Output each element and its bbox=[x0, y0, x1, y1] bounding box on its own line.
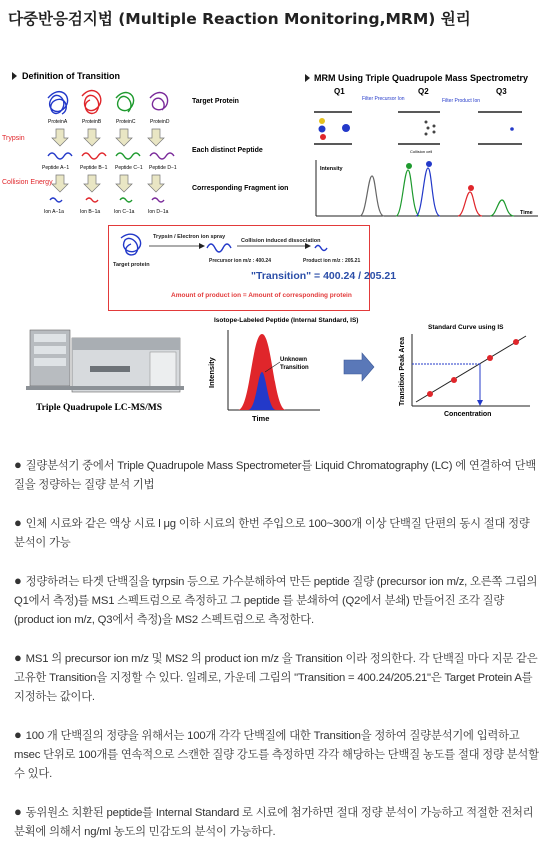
page-title: 다중반응검지법 (Multiple Reaction Monitoring,MRM) 원리 bbox=[8, 10, 471, 28]
collision-cell-label: Collision cell bbox=[410, 149, 433, 154]
list-item: ● MS1 의 precursor ion m/z 및 MS2 의 product ion m/z 을 Transition 이라 정의한다. 각 단백질 마다 지문 같은 고유한 Transition을 지정할 수 있다. 일례로, 가운데 그림의 "Transition = 400.24/205.21"은 Target Protein A를 지정하는 값이다. bbox=[14, 650, 538, 703]
row-label-target-protein: Target Protein bbox=[192, 98, 239, 105]
protein-b-icon bbox=[82, 91, 101, 114]
down-arrow-icon bbox=[148, 129, 164, 146]
protein-b-label: ProteinB bbox=[82, 119, 102, 125]
definition-heading: Definition of Transition bbox=[22, 71, 120, 81]
fragment-dot bbox=[425, 133, 428, 136]
peptide-d-label: Peptide D−1 bbox=[149, 165, 177, 171]
ion-dot bbox=[319, 126, 326, 133]
mrm-heading: MRM Using Triple Quadrupole Mass Spectrometry bbox=[314, 73, 529, 83]
peptide-b-label: Peptide B−1 bbox=[80, 165, 108, 171]
enzyme-label: Trypsin / Electron ion spray bbox=[153, 234, 226, 240]
down-arrow-icon bbox=[84, 175, 100, 192]
protein-c-icon bbox=[116, 93, 134, 112]
product-label: Product ion m/z : 205.21 bbox=[303, 258, 361, 264]
filter-precursor-label: Filter Precursor Ion bbox=[362, 96, 405, 102]
peptide-b-icon bbox=[82, 153, 106, 159]
down-arrow-icon bbox=[116, 175, 132, 192]
down-arrow-icon bbox=[116, 129, 132, 146]
ion-dot bbox=[320, 134, 326, 140]
row-label-fragment: Corresponding Fragment ion bbox=[192, 185, 289, 192]
fragment-c-icon bbox=[120, 198, 132, 202]
bullet-dot-icon: ● bbox=[14, 515, 22, 530]
chromatogram-y-label: Intensity bbox=[320, 166, 343, 172]
peptide-icon bbox=[207, 244, 231, 252]
ion-c-label: Ion C−1a bbox=[114, 209, 135, 215]
unknown-label-1: Unknown bbox=[280, 357, 307, 363]
ion-b-label: Ion B−1a bbox=[80, 209, 101, 215]
fragment-dot bbox=[427, 127, 430, 130]
curve-x-label: Concentration bbox=[444, 411, 492, 418]
product-dot bbox=[510, 127, 514, 131]
target-protein-label: Target protein bbox=[113, 262, 150, 268]
q3-label: Q3 bbox=[496, 87, 507, 96]
instrument-label: Triple Quadrupole LC-MS/MS bbox=[36, 403, 162, 413]
q1-label: Q1 bbox=[334, 87, 345, 96]
target-protein-icon bbox=[121, 234, 141, 255]
list-item: ● 정량하려는 타겟 단백질을 tyrpsin 등으로 가수분해하여 만든 peptide 질량 (precursor ion m/z, 오른쪽 그림의 Q1에서 측정)를 MS1 스펙트럼으로 측정하고 그 peptide 를 분쇄하여 (Q2에서 분쇄) 만들어진 조각 질량 (product ion m/z, Q3에서 측정)을 MS2 스펙트럼으로 측정한다. bbox=[14, 573, 538, 626]
peptide-d-icon bbox=[150, 153, 174, 159]
bullet-dot-icon: ● bbox=[14, 650, 22, 665]
filter-product-label: Filter Product Ion bbox=[442, 98, 481, 104]
curve-heading: Standard Curve using IS bbox=[428, 324, 504, 331]
cid-label: Collision induced dissociation bbox=[241, 238, 321, 244]
trypsin-label: Trypsin bbox=[2, 135, 25, 142]
is-peak-plot bbox=[207, 330, 320, 423]
chromatogram-x-label: Time bbox=[520, 210, 533, 216]
peak-y-label: Intensity bbox=[207, 357, 216, 388]
peptide-a-icon bbox=[48, 153, 72, 159]
row-label-peptide: Each distinct Peptide bbox=[192, 147, 263, 154]
protein-a-icon bbox=[48, 92, 68, 114]
amount-note: Amount of product ion = Amount of corresponding protein bbox=[171, 292, 352, 299]
peptide-c-icon bbox=[116, 153, 140, 159]
curve-y-label: Transition Peak Area bbox=[399, 337, 406, 406]
collision-energy-label: Collision Energy bbox=[2, 179, 53, 186]
bullet-dot-icon: ● bbox=[14, 804, 22, 819]
peak-x-label: Time bbox=[252, 414, 270, 423]
down-arrow-icon bbox=[52, 129, 68, 146]
list-item: ● 동위원소 치환된 peptide를 Internal Standard 로 시료에 첨가하면 절대 정량 분석이 가능하고 적절한 전처리 분획에 의해서 ng/ml 농도의 민감도의 분석이 가능하다. bbox=[14, 804, 534, 838]
fragment-dot bbox=[433, 131, 436, 134]
list-item: ● 인체 시료와 같은 액상 시료 l μg 이하 시료의 한번 주입으로 100~300개 이상 단백질 단편의 동시 절대 정량 분석이 가능 bbox=[14, 515, 530, 549]
fragment-d-icon bbox=[152, 198, 164, 202]
down-arrow-icon bbox=[52, 175, 68, 192]
unknown-label-2: Transition bbox=[280, 365, 309, 371]
q2-label: Q2 bbox=[418, 87, 429, 96]
right-arrow-icon bbox=[344, 353, 374, 381]
ion-a-label: Ion A−1a bbox=[44, 209, 64, 215]
peptide-a-label: Peptide A−1 bbox=[42, 165, 70, 171]
fragment-icon bbox=[315, 246, 327, 251]
fragment-a-icon bbox=[50, 198, 62, 202]
fragment-dot bbox=[433, 125, 436, 128]
protein-d-icon bbox=[150, 93, 168, 110]
bullet-list bbox=[14, 455, 539, 860]
peak-plot-heading: Isotope-Labeled Peptide (Internal Standard, IS) bbox=[214, 317, 359, 324]
fragment-b-icon bbox=[86, 198, 98, 202]
ion-d-label: Ion D−1a bbox=[148, 209, 169, 215]
down-arrow-icon bbox=[148, 175, 164, 192]
transition-box bbox=[108, 225, 397, 311]
transition-equation: "Transition" = 400.24 / 205.21 bbox=[251, 270, 397, 282]
ion-dot bbox=[342, 124, 350, 132]
precursor-label: Precursor ion m/z : 400.24 bbox=[209, 258, 271, 264]
protein-a-label: ProteinA bbox=[48, 119, 68, 125]
fragment-dot bbox=[425, 121, 428, 124]
down-arrow-icon bbox=[84, 129, 100, 146]
protein-c-label: ProteinC bbox=[116, 119, 136, 125]
list-item: ● 질량분석기 중에서 Triple Quadrupole Mass Spectrometer를 Liquid Chromatography (LC) 에 연결하여 단백질을 정량하는 질량 분석 기법 bbox=[14, 457, 537, 491]
protein-d-label: ProteinD bbox=[150, 119, 170, 125]
ion-dot bbox=[319, 118, 325, 124]
bullet-dot-icon: ● bbox=[14, 573, 22, 588]
mrm-chromatogram bbox=[316, 160, 538, 216]
bullet-dot-icon: ● bbox=[14, 457, 22, 472]
standard-curve-plot bbox=[399, 334, 530, 418]
peptide-c-label: Peptide C−1 bbox=[115, 165, 143, 171]
list-item: ● 100 개 단백질의 정량을 위해서는 100개 각각 단백질에 대한 Transition을 정하여 질량분석기에 입력하고 msec 단위로 100개를 연속적으로 스캔한 질량 강도를 측정하면 각각 해당하는 단백질 농도를 절대 정량 분석할 수 있다. bbox=[14, 727, 539, 780]
triangle-bullet-icon bbox=[12, 72, 17, 80]
triangle-bullet-icon bbox=[305, 74, 310, 82]
bullet-dot-icon: ● bbox=[14, 727, 22, 742]
lc-ms-instrument-illustration bbox=[26, 330, 184, 392]
